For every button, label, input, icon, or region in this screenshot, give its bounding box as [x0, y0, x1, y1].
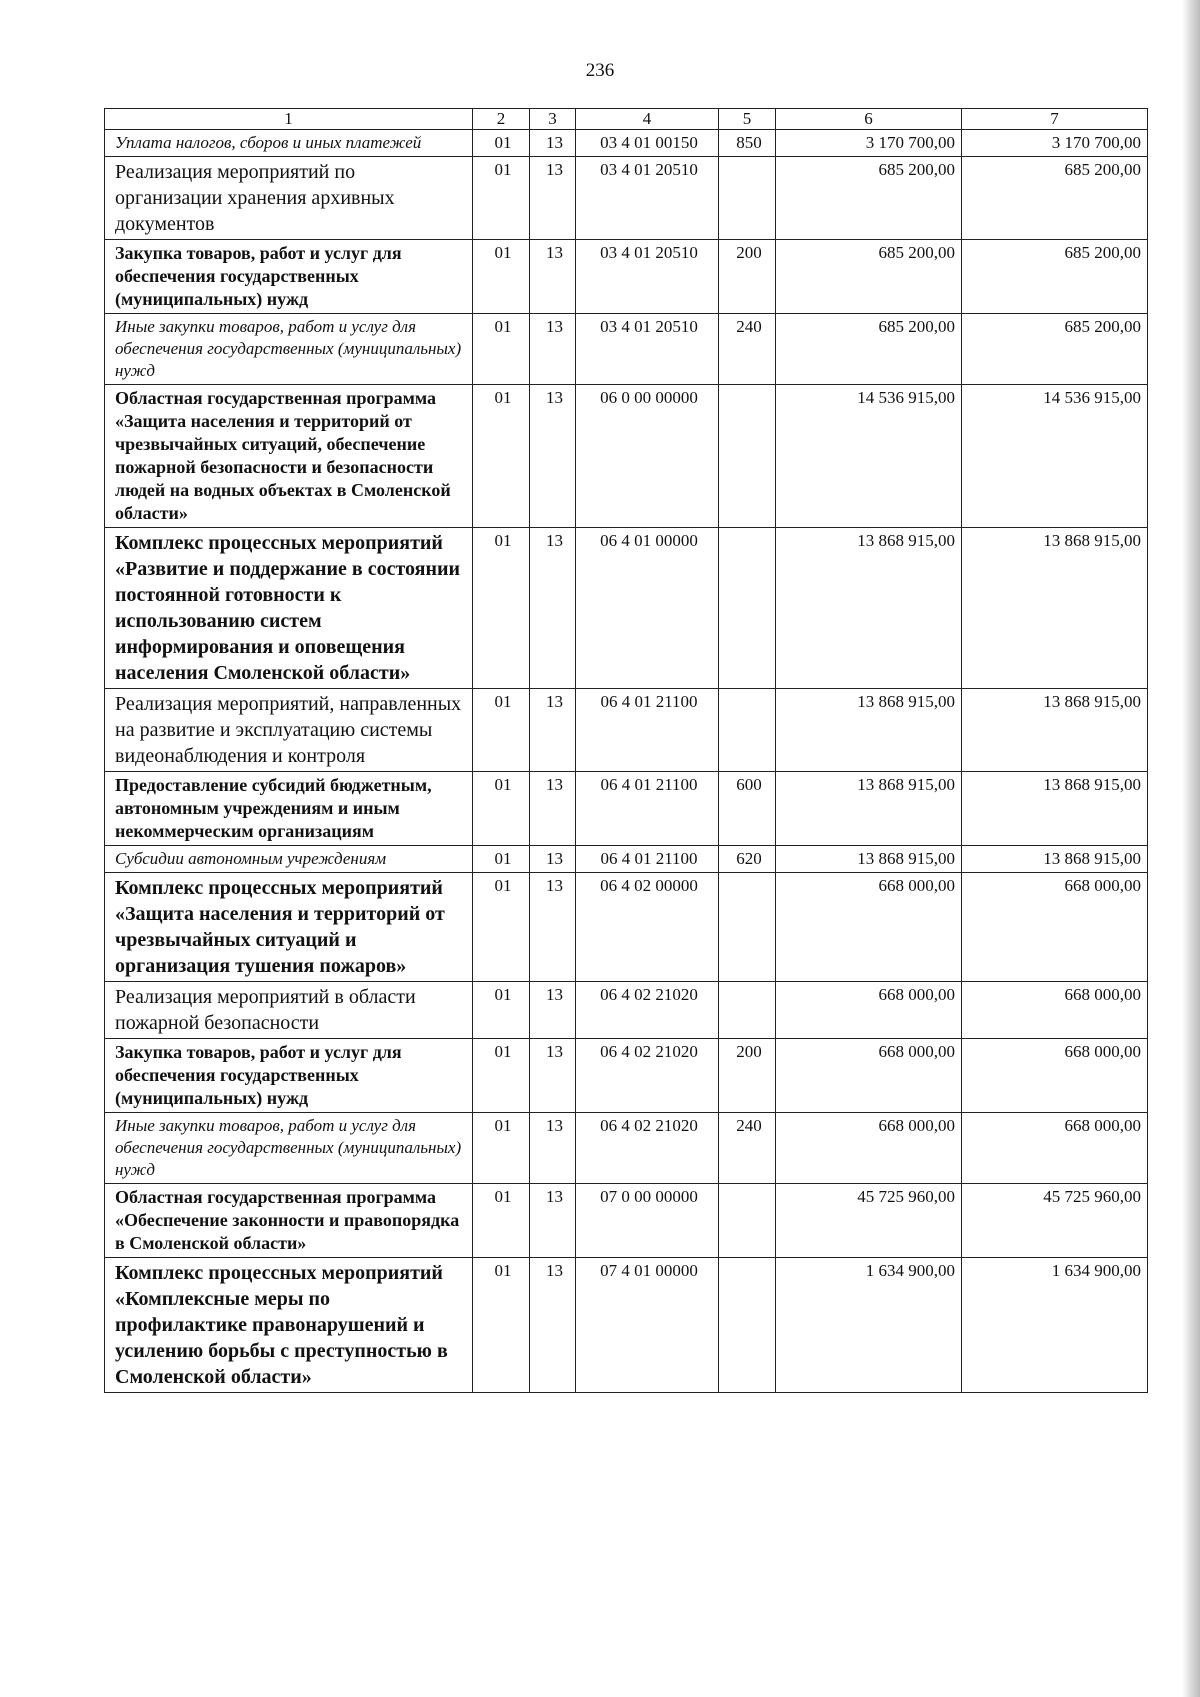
row-amount-1: 668 000,00 [776, 1039, 962, 1113]
row-subsection: 13 [530, 314, 576, 385]
row-section: 01 [473, 1113, 530, 1184]
row-target-code: 06 4 02 21020 [576, 982, 719, 1039]
table-body [105, 130, 1148, 1393]
row-name: Комплекс процессных мероприятий «Развитие и поддержание в состоянии постоянной готовности к использованию систем информирования и оповещения населения Смоленской области» [105, 528, 473, 689]
row-target-code: 03 4 01 20510 [576, 157, 719, 240]
row-subsection: 13 [530, 157, 576, 240]
row-target-code: 06 4 02 21020 [576, 1039, 719, 1113]
row-section: 01 [473, 314, 530, 385]
row-expense-type: 240 [719, 1113, 776, 1184]
row-subsection: 13 [530, 1184, 576, 1258]
table-row [105, 772, 1148, 846]
row-amount-1: 13 868 915,00 [776, 689, 962, 772]
row-section: 01 [473, 772, 530, 846]
row-name: Субсидии автономным учреждениям [105, 846, 473, 873]
row-expense-type: 600 [719, 772, 776, 846]
row-amount-1: 14 536 915,00 [776, 385, 962, 528]
row-name: Иные закупки товаров, работ и услуг для обеспечения государственных (муниципальных) нужд [105, 314, 473, 385]
row-amount-1: 13 868 915,00 [776, 846, 962, 873]
table-row [105, 1113, 1148, 1184]
row-target-code: 03 4 01 00150 [576, 130, 719, 157]
row-amount-2: 13 868 915,00 [962, 689, 1148, 772]
table-row [105, 1184, 1148, 1258]
row-subsection: 13 [530, 982, 576, 1039]
table-row [105, 1258, 1148, 1393]
row-target-code: 06 4 01 21100 [576, 772, 719, 846]
table-row [105, 157, 1148, 240]
row-amount-1: 685 200,00 [776, 240, 962, 314]
table-row [105, 982, 1148, 1039]
row-amount-1: 685 200,00 [776, 314, 962, 385]
row-amount-2: 45 725 960,00 [962, 1184, 1148, 1258]
row-expense-type [719, 157, 776, 240]
row-section: 01 [473, 1039, 530, 1113]
table-row [105, 1039, 1148, 1113]
row-expense-type: 850 [719, 130, 776, 157]
row-expense-type [719, 528, 776, 689]
row-amount-1: 668 000,00 [776, 982, 962, 1039]
row-amount-1: 668 000,00 [776, 1113, 962, 1184]
row-section: 01 [473, 240, 530, 314]
row-amount-2: 685 200,00 [962, 240, 1148, 314]
row-subsection: 13 [530, 528, 576, 689]
row-target-code: 07 4 01 00000 [576, 1258, 719, 1393]
row-amount-1: 685 200,00 [776, 157, 962, 240]
row-subsection: 13 [530, 1258, 576, 1393]
row-amount-2: 13 868 915,00 [962, 528, 1148, 689]
column-header: 3 [530, 109, 576, 130]
row-section: 01 [473, 1258, 530, 1393]
row-amount-2: 668 000,00 [962, 873, 1148, 982]
row-subsection: 13 [530, 1113, 576, 1184]
row-expense-type [719, 873, 776, 982]
row-amount-2: 685 200,00 [962, 314, 1148, 385]
row-expense-type: 200 [719, 1039, 776, 1113]
row-expense-type: 200 [719, 240, 776, 314]
row-target-code: 03 4 01 20510 [576, 314, 719, 385]
row-section: 01 [473, 873, 530, 982]
row-section: 01 [473, 385, 530, 528]
row-name: Закупка товаров, работ и услуг для обеспечения государственных (муниципальных) нужд [105, 1039, 473, 1113]
row-subsection: 13 [530, 873, 576, 982]
budget-table [104, 108, 1148, 1393]
row-amount-2: 13 868 915,00 [962, 846, 1148, 873]
row-amount-2: 668 000,00 [962, 982, 1148, 1039]
table-row [105, 314, 1148, 385]
row-amount-2: 1 634 900,00 [962, 1258, 1148, 1393]
row-subsection: 13 [530, 130, 576, 157]
row-expense-type [719, 982, 776, 1039]
row-name: Реализация мероприятий в области пожарной безопасности [105, 982, 473, 1039]
table-row [105, 846, 1148, 873]
row-name: Реализация мероприятий по организации хранения архивных документов [105, 157, 473, 240]
row-section: 01 [473, 157, 530, 240]
row-subsection: 13 [530, 772, 576, 846]
column-header: 2 [473, 109, 530, 130]
row-amount-1: 1 634 900,00 [776, 1258, 962, 1393]
row-target-code: 06 4 01 00000 [576, 528, 719, 689]
column-header: 4 [576, 109, 719, 130]
row-expense-type [719, 1258, 776, 1393]
row-section: 01 [473, 1184, 530, 1258]
row-expense-type: 240 [719, 314, 776, 385]
row-name: Областная государственная программа «Обеспечение законности и правопорядка в Смоленской области» [105, 1184, 473, 1258]
row-target-code: 06 4 02 21020 [576, 1113, 719, 1184]
row-target-code: 03 4 01 20510 [576, 240, 719, 314]
row-target-code: 06 4 01 21100 [576, 846, 719, 873]
row-subsection: 13 [530, 1039, 576, 1113]
row-expense-type [719, 1184, 776, 1258]
row-target-code: 06 0 00 00000 [576, 385, 719, 528]
row-amount-2: 668 000,00 [962, 1039, 1148, 1113]
header-row [105, 109, 1148, 130]
row-subsection: 13 [530, 385, 576, 528]
row-amount-2: 13 868 915,00 [962, 772, 1148, 846]
row-amount-1: 668 000,00 [776, 873, 962, 982]
row-amount-2: 685 200,00 [962, 157, 1148, 240]
row-amount-1: 13 868 915,00 [776, 528, 962, 689]
table-row [105, 240, 1148, 314]
table-row [105, 873, 1148, 982]
row-expense-type: 620 [719, 846, 776, 873]
row-section: 01 [473, 528, 530, 689]
row-target-code: 07 0 00 00000 [576, 1184, 719, 1258]
row-amount-1: 13 868 915,00 [776, 772, 962, 846]
column-header: 5 [719, 109, 776, 130]
row-name: Комплекс процессных мероприятий «Комплексные меры по профилактике правонарушений и усилению борьбы с преступностью в Смоленской области» [105, 1258, 473, 1393]
row-name: Комплекс процессных мероприятий «Защита населения и территорий от чрезвычайных ситуаций и организация тушения пожаров» [105, 873, 473, 982]
row-expense-type [719, 689, 776, 772]
page-number: 236 [585, 60, 615, 81]
row-subsection: 13 [530, 240, 576, 314]
column-header: 6 [776, 109, 962, 130]
table-row [105, 130, 1148, 157]
row-name: Предоставление субсидий бюджетным, автономным учреждениям и иным некоммерческим организациям [105, 772, 473, 846]
table-row [105, 528, 1148, 689]
row-section: 01 [473, 689, 530, 772]
row-name: Областная государственная программа «Защита населения и территорий от чрезвычайных ситуаций, обеспечение пожарной безопасности и безопасности людей на водных объектах в Смоленской области» [105, 385, 473, 528]
row-target-code: 06 4 02 00000 [576, 873, 719, 982]
table-row [105, 689, 1148, 772]
row-target-code: 06 4 01 21100 [576, 689, 719, 772]
row-name: Реализация мероприятий, направленных на развитие и эксплуатацию системы видеонаблюдения и контроля [105, 689, 473, 772]
column-header: 1 [105, 109, 473, 130]
row-amount-2: 3 170 700,00 [962, 130, 1148, 157]
row-section: 01 [473, 130, 530, 157]
row-subsection: 13 [530, 689, 576, 772]
row-amount-1: 45 725 960,00 [776, 1184, 962, 1258]
row-amount-2: 14 536 915,00 [962, 385, 1148, 528]
row-name: Иные закупки товаров, работ и услуг для обеспечения государственных (муниципальных) нужд [105, 1113, 473, 1184]
row-section: 01 [473, 982, 530, 1039]
row-amount-2: 668 000,00 [962, 1113, 1148, 1184]
row-name: Закупка товаров, работ и услуг для обеспечения государственных (муниципальных) нужд [105, 240, 473, 314]
table-row [105, 385, 1148, 528]
row-section: 01 [473, 846, 530, 873]
column-header: 7 [962, 109, 1148, 130]
row-subsection: 13 [530, 846, 576, 873]
scan-edge-shadow [1182, 0, 1200, 1697]
row-expense-type [719, 385, 776, 528]
row-amount-1: 3 170 700,00 [776, 130, 962, 157]
row-name: Уплата налогов, сборов и иных платежей [105, 130, 473, 157]
